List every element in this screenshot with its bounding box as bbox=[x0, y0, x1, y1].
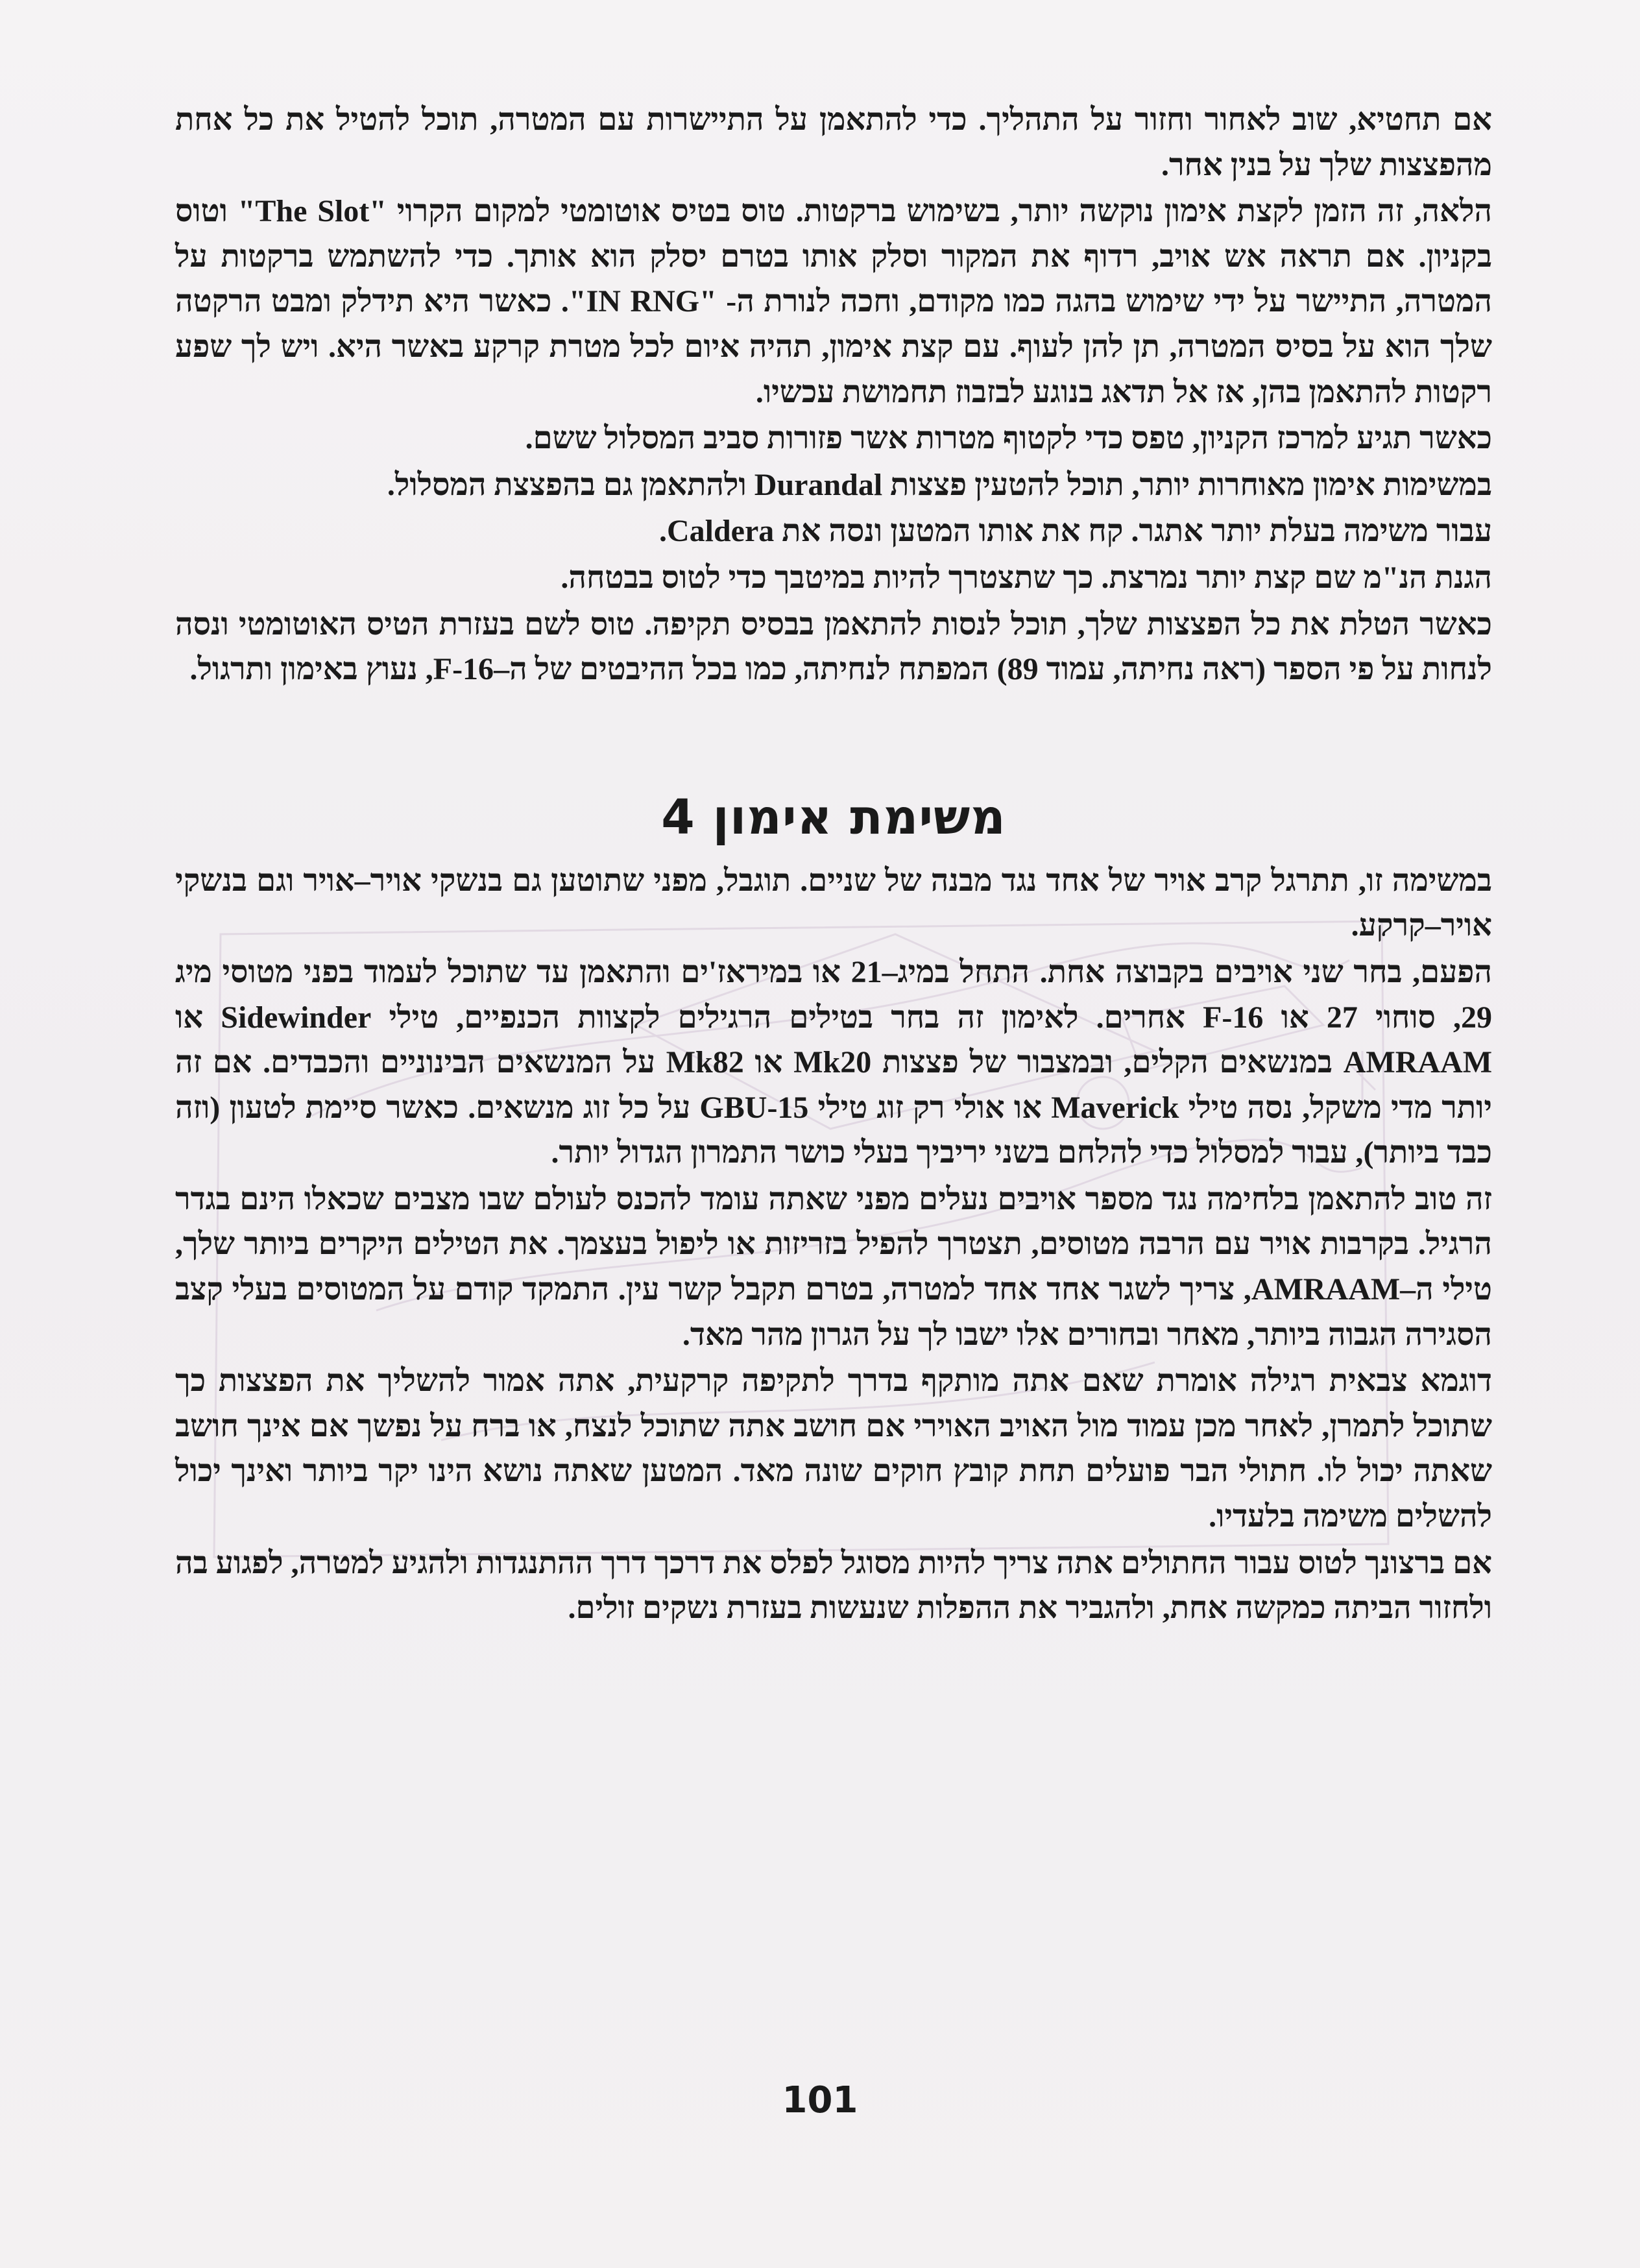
section-heading: משימת אימון 4 bbox=[661, 789, 1006, 845]
paragraph: הפעם, בחר שני אויבים בקבוצה אחת. התחל במיג–21 או במיראז'ים והתאמן עד שתוכל לעמוד בפני מטוסי מיג 29, סוחוי 27 או F-16 אחרים. לאימון זה בחר בטילים הרגילים לקצוות הכנפיים, טילי Sidewinder או AMRAAM במנשאים הקלים, ובמצבור של פצצות Mk20 או Mk82 על המנשאים הבינוניים והכבדים. אם זה יותר מדי משקל, נסה טילי Maverick או אולי רק זוג טילי GBU-15 על כל זוג מנשאים. כאשר סיימת לטעון (וזה כבד ביותר), עבור למסלול כדי להלחם בשני יריביך בעלי כושר התמרון הגדול יותר. bbox=[175, 954, 1493, 1170]
paragraph: במשימה זו, תתרגל קרב אויר של אחד נגד מבנה של שניים. תוגבל, מפני שתוטען גם בנשקי אויר–אויר וגם בנשקי אויר–קרקע. bbox=[175, 863, 1492, 943]
page-number: 101 bbox=[782, 2079, 858, 2121]
page-content bbox=[175, 97, 1492, 1632]
paragraph: כאשר הטלת את כל הפצצות שלך, תוכל לנסות להתאמן בבסיס תקיפה. טוס לשם בעזרת הטיס האוטומטי ונסה לנחות על פי הספר (ראה נחיתה, עמוד 89) המפתח לנחיתה, כמו בכל ההיבטים של ה–F-16, נעוץ באימון ותרגול. bbox=[175, 607, 1492, 687]
paragraph: עבור משימה בעלת יותר אתגר. קח את אותו המטען ונסה את Caldera. bbox=[658, 514, 1492, 549]
paragraph: דוגמא צבאית רגילה אומרת שאם אתה מותקף בדרך לתקיפה קרקעית, אתה אמור להשליך את הפצצות כך שתוכל לתמרן, לאחר מכן עמוד מול האויב האוירי אם חושב אתה שתוכל לנצח, או ברח על נפשך אם אינך חושב שאתה יכול לו. חתולי הבר פועלים תחת קובץ חוקים שונה מאד. המטען שאתה נושא הינו יקר ביותר ואינך יכול להשלים משימה בלעדיו. bbox=[175, 1364, 1492, 1534]
paragraph: הלאה, זה הזמן לקצת אימון נוקשה יותר, בשימוש ברקטות. טוס בטיס אוטומטי למקום הקרוי "The Slot" וטוס בקניון. אם תראה אש אויב, רדוף את המקור וסלק אותו בטרם יסלק הוא אותך. כדי להשתמש ברקטות על המטרה, התיישר על ידי שימוש בהגה כמו מקודם, וחכה לנורת ה- "IN RNG". כאשר היא תידלק ומבט הרקטה שלך הוא על בסיס המטרה, תן להן לעוף. עם קצת אימון, תהיה איום לכל מטרת קרקע באשר היא. ויש לך שפע רקטות להתאמן בהן, אז אל תדאג בנוגע לבזבוז תחמושת עכשיו. bbox=[175, 194, 1492, 409]
paragraph: אם ברצונך לטוס עבור החתולים אתה צריך להיות מסוגל לפלס את דרכך דרך ההתנגדות ולהגיע למטרה, לפגוע בה ולחזור הביתה כמקשה אחת, ולהגביר את ההפלות שנעשות בעזרת נשקים זולים. bbox=[175, 1545, 1492, 1626]
paragraph: במשימות אימון מאוחרות יותר, תוכל להטעין פצצות Durandal ולהתאמן גם בהפצצת המסלול. bbox=[387, 467, 1492, 502]
paragraph: הגנת הנ"מ שם קצת יותר נמרצת. כך שתצטרך להיות במיטבך כדי לטוס בבטחה. bbox=[561, 560, 1492, 595]
paragraph: אם תחטיא, שוב לאחור וחזור על התהליך. כדי להתאמן על התיישרות עם המטרה, תוכל להטיל את כל אחת מהפצצות שלך על בנין אחר. bbox=[175, 103, 1492, 182]
paragraph: כאשר תגיע למרכז הקניון, טפס כדי לקטוף מטרות אשר פזורות סביב המסלול ששם. bbox=[525, 421, 1492, 456]
paragraph: זה טוב להתאמן בלחימה נגד מספר אויבים נעלים מפני שאתה עומד להכנס לעולם שבו מצבים שכאלו הינם בגדר הרגיל. בקרבות אויר עם הרבה מטוסים, תצטרך להפיל בזריזות או ליפול בעצמך. את הטילים היקרים ביותר שלך, טילי ה–AMRAAM, צריך לשגר אחד אחד למטרה, בטרם תקבל קשר עין. התמקד קודם על המטוסים בעלי קצב הסגירה הגבוה ביותר, מאחר ובחורים אלו ישבו לך על הגרון מהר מאד. bbox=[175, 1181, 1492, 1352]
